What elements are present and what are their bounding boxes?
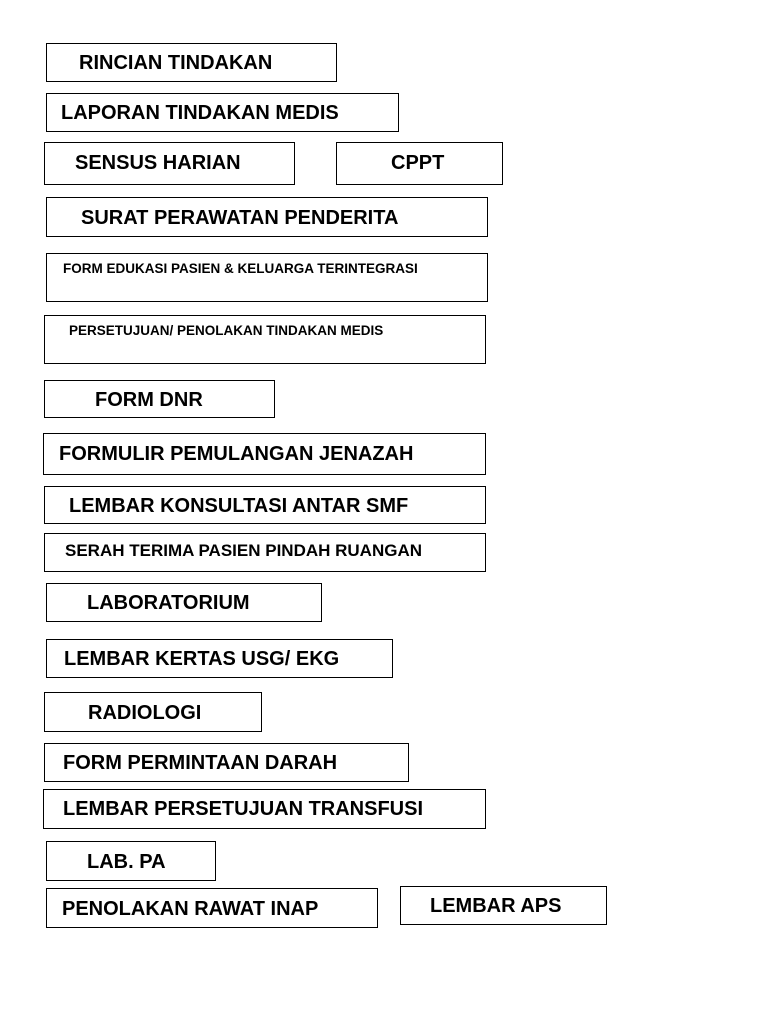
label-laboratorium (46, 583, 322, 622)
label-serah-terima-text: SERAH TERIMA PASIEN PINDAH RUANGAN (65, 541, 423, 560)
label-persetujuan-penolakan-text: PERSETUJUAN/ PENOLAKAN TINDAKAN MEDIS (69, 323, 384, 338)
label-form-edukasi-text: FORM EDUKASI PASIEN & KELUARGA TERINTEGRASI (63, 261, 418, 276)
label-form-dnr-text: FORM DNR (95, 389, 203, 411)
label-formulir-pemulangan-jenazah (43, 433, 486, 475)
label-cppt (336, 142, 503, 185)
label-lembar-persetujuan-transfusi-text: LEMBAR PERSETUJUAN TRANSFUSI (63, 798, 424, 820)
label-laboratorium-text: LABORATORIUM (87, 592, 250, 614)
label-radiologi (44, 692, 262, 732)
label-form-permintaan-darah (44, 743, 409, 782)
label-formulir-pemulangan-jenazah-text: FORMULIR PEMULANGAN JENAZAH (59, 443, 414, 465)
label-sensus-harian (44, 142, 295, 185)
label-rincian-tindakan (46, 43, 337, 82)
label-penolakan-rawat-inap-text: PENOLAKAN RAWAT INAP (62, 898, 319, 920)
label-lembar-kertas-usg (46, 639, 393, 678)
label-penolakan-rawat-inap (46, 888, 378, 928)
label-lab-pa-text: LAB. PA (87, 851, 166, 873)
label-lembar-aps (400, 886, 607, 925)
label-cppt-text: CPPT (391, 152, 445, 174)
label-laporan-tindakan-medis-text: LAPORAN TINDAKAN MEDIS (61, 102, 339, 124)
label-lembar-kertas-usg-text: LEMBAR KERTAS USG/ EKG (64, 648, 340, 670)
label-persetujuan-penolakan (44, 315, 486, 364)
label-lembar-konsultasi-text: LEMBAR KONSULTASI ANTAR SMF (69, 495, 409, 517)
label-lembar-aps-text: LEMBAR APS (430, 895, 562, 917)
label-laporan-tindakan-medis (46, 93, 399, 132)
label-sensus-harian-text: SENSUS HARIAN (75, 152, 241, 174)
label-lab-pa (46, 841, 216, 881)
label-lembar-konsultasi (44, 486, 486, 524)
label-surat-perawatan-penderita-text: SURAT PERAWATAN PENDERITA (81, 207, 399, 229)
label-radiologi-text: RADIOLOGI (88, 702, 202, 724)
label-serah-terima (44, 533, 486, 572)
label-lembar-persetujuan-transfusi (43, 789, 486, 829)
label-form-permintaan-darah-text: FORM PERMINTAAN DARAH (63, 752, 338, 774)
label-form-edukasi (46, 253, 488, 302)
label-surat-perawatan-penderita (46, 197, 488, 237)
label-form-dnr (44, 380, 275, 418)
label-rincian-tindakan-text: RINCIAN TINDAKAN (79, 52, 273, 74)
